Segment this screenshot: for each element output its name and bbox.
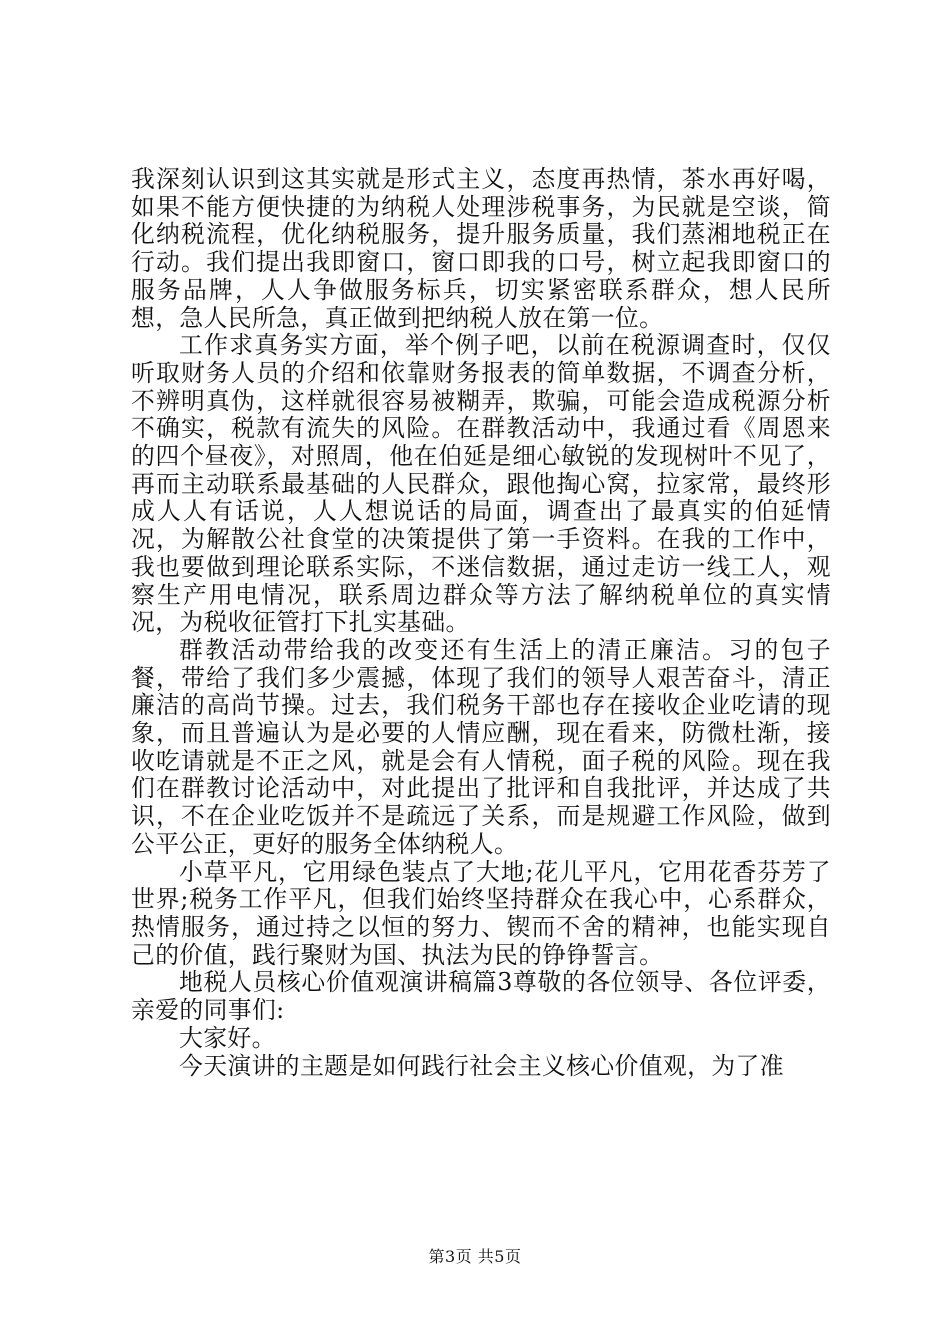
paragraph-7: 今天演讲的主题是如何践行社会主义核心价值观，为了准 bbox=[179, 1051, 784, 1080]
paragraph-6: 大家好。 bbox=[179, 1023, 276, 1052]
page-footer: 第3页 共5页 bbox=[428, 1247, 522, 1266]
paragraph-4: 小草平凡，它用绿色装点了大地;花儿平凡，它用花香芬芳了世界;税务工作平凡，但我们始终坚持群众在我心中，心系群众，热情服务，通过持之以恒的努力、锲而不舍的精神，也能实现自己的价值，践行聚财为国、执法为民的铮铮誓言。 bbox=[131, 857, 831, 969]
paragraph-5: 地税人员核心价值观演讲稿篇3尊敬的各位领导、各位评委，亲爱的同事们: bbox=[131, 968, 831, 1025]
paragraph-3: 群教活动带给我的改变还有生活上的清正廉洁。习的包子餐，带给了我们多少震撼，体现了我们的领导人艰苦奋斗，清正廉洁的高尚节操。过去，我们税务干部也存在接收企业吃请的现象，而且普遍认为是必要的人情应酬，现在看来，防微杜渐，接收吃请就是不正之风，就是会有人情税，面子税的风险。现在我们在群教讨论活动中，对此提出了批评和自我批评，并达成了共识，不在企业吃饭并不是疏远了关系，而是规避工作风险，做到公平公正，更好的服务全体纳税人。 bbox=[131, 635, 831, 858]
paragraph-2: 工作求真务实方面，举个例子吧，以前在税源调查时，仅仅听取财务人员的介绍和依靠财务报表的简单数据，不调查分析，不辨明真伪，这样就很容易被糊弄，欺骗，可能会造成税源分析不确实，税款有流失的风险。在群教活动中，我通过看《周恩来的四个昼夜》，对照周，他在伯延是细心敏锐的发现树叶不见了，再而主动联系最基础的人民群众，跟他掏心窝，拉家常，最终形成人人有话说，人人想说话的局面，调查出了最真实的伯延情况，为解散公社食堂的决策提供了第一手资料。在我的工作中，我也要做到理论联系实际，不迷信数据，通过走访一线工人，观察生产用电情况，联系周边群众等方法了解纳税单位的真实情况，为税收征管打下扎实基础。 bbox=[131, 331, 831, 637]
document-body bbox=[131, 166, 831, 1080]
paragraph-1: 我深刻认识到这其实就是形式主义，态度再热情，茶水再好喝，如果不能方便快捷的为纳税人处理涉税事务，为民就是空谈，简化纳税流程，优化纳税服务，提升服务质量，我们蒸湘地税正在行动。我们提出我即窗口，窗口即我的口号，树立起我即窗口的服务品牌，人人争做服务标兵，切实紧密联系群众，想人民所想，急人民所急，真正做到把纳税人放在第一位。 bbox=[131, 165, 831, 332]
